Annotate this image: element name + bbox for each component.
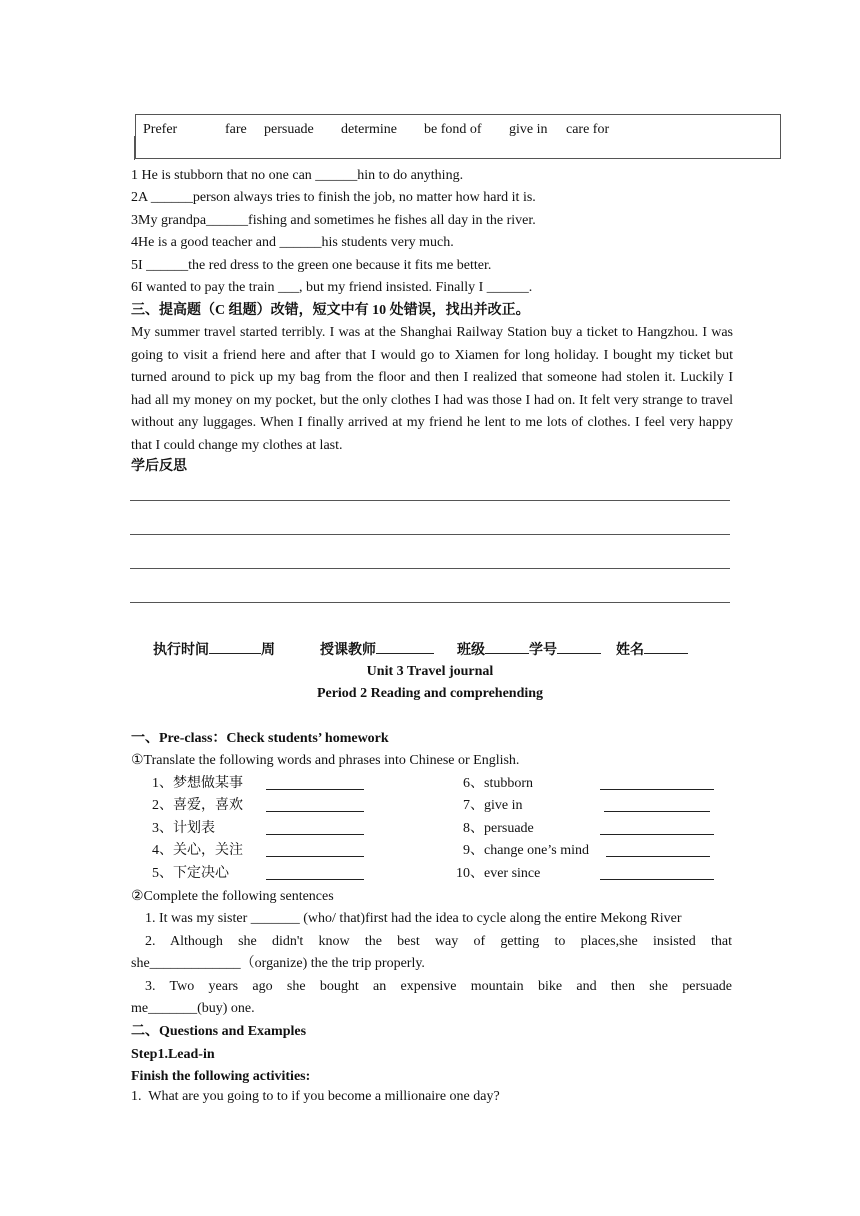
answer-blank[interactable] — [266, 865, 364, 886]
info-label: 授课教师 — [320, 643, 376, 658]
sentence-line: 3. Two years ago she bought an expensive mountain bike and then she persuade — [145, 979, 732, 994]
reflection-line — [130, 568, 730, 569]
sentence-line: 2. Although she didn't know the best way of getting to places,she insisted that — [145, 934, 732, 949]
info-bar — [320, 639, 434, 660]
info-bar — [616, 639, 688, 660]
info-bar — [153, 639, 275, 660]
translate-item: 8、persuade — [463, 821, 534, 836]
translate-item: 9、change one’s mind — [463, 843, 589, 858]
exercise-line: 5I ______the red dress to the green one because it fits me better. — [131, 258, 492, 273]
sentence-line: 1. It was my sister _______ (who/ that)first had the idea to cycle along the entire Mekong River — [145, 911, 682, 926]
word-box-item: care for — [566, 122, 610, 137]
translate-item: 10、ever since — [456, 866, 541, 881]
info-label: 周 — [261, 643, 275, 658]
info-label: 班级 — [457, 643, 485, 658]
info-label: 学号 — [529, 643, 557, 658]
info-blank — [557, 639, 601, 654]
period-title: Period 2 Reading and comprehending — [316, 686, 544, 701]
translate-item: 5、下定决心 — [152, 866, 229, 881]
answer-blank[interactable] — [600, 775, 714, 796]
section-heading: 一、Pre-class：Check students’ homework — [131, 731, 389, 746]
translate-item: 4、关心，关注 — [152, 843, 243, 858]
translate-item: 2、喜爱，喜欢 — [152, 798, 243, 813]
info-bar — [457, 639, 601, 660]
answer-blank[interactable] — [600, 820, 714, 841]
step-heading: Step1.Lead-in — [131, 1047, 215, 1062]
reflection-line — [130, 500, 730, 501]
answer-blank[interactable] — [266, 820, 364, 841]
activity-heading: Finish the following activities: — [131, 1069, 311, 1084]
question-line: 1. What are you going to to if you become a millionaire one day? — [131, 1089, 500, 1104]
answer-blank[interactable] — [266, 797, 364, 818]
info-blank — [485, 639, 529, 654]
translate-item: 7、give in — [463, 798, 523, 813]
reflection-heading: 学后反思 — [131, 459, 187, 474]
section-heading: 二、Questions and Examples — [131, 1024, 307, 1039]
word-box — [135, 114, 781, 159]
info-blank — [209, 639, 261, 654]
word-box-item: fare — [225, 122, 247, 137]
answer-blank[interactable] — [606, 842, 710, 863]
answer-blank[interactable] — [600, 865, 714, 886]
exercise-line: 1 He is stubborn that no one can ______hin to do anything. — [131, 168, 464, 183]
sentence-line: me_______(buy) one. — [131, 1001, 255, 1016]
unit-title: Unit 3 Travel journal — [366, 664, 494, 679]
translate-item: 6、stubborn — [463, 776, 533, 791]
exercise-line: 3My grandpa______fishing and sometimes he fishes all day in the river. — [131, 213, 536, 228]
info-label: 执行时间 — [153, 643, 209, 658]
correction-passage: My summer travel started terribly. I was at the Shanghai Railway Station buy a ticket to Hangzhou. I was going to visit a friend here and after that I would go to Xiamen for long holiday. I bought my ticket but turned around to pick up my bag from the floor and then I realized that someone had stolen it. Luckily I had all my money on my pocket, but the only clothes I had was those I had on. It felt very strange to travel without any luggages. When I finally arrived at my friend he lent to me lots of clothes. I feel very happy that I could change my clothes at last. — [131, 325, 733, 453]
instruction: ①Translate the following words and phrases into Chinese or English. — [131, 753, 520, 768]
word-box-item: Prefer — [143, 122, 178, 137]
answer-blank[interactable] — [604, 797, 710, 818]
sentence-line: she_____________（organize) the the trip properly. — [131, 956, 425, 971]
reflection-line — [130, 534, 730, 535]
info-label: 姓名 — [616, 643, 644, 658]
translate-item: 3、计划表 — [152, 821, 215, 836]
section-heading: 三、提高题（C 组题）改错，短文中有 10 处错误，找出并改正。 — [131, 303, 530, 318]
exercise-line: 4He is a good teacher and ______his students very much. — [131, 235, 454, 250]
word-box-item: be fond of — [424, 122, 482, 137]
word-box-item: give in — [509, 122, 548, 137]
word-box-item: persuade — [264, 122, 314, 137]
answer-blank[interactable] — [266, 775, 364, 796]
reflection-line — [130, 602, 730, 603]
translate-item: 1、梦想做某事 — [152, 776, 243, 791]
instruction: ②Complete the following sentences — [131, 889, 334, 904]
word-box-item: determine — [341, 122, 397, 137]
exercise-line: 2A ______person always tries to finish the job, no matter how hard it is. — [131, 190, 536, 205]
box-divider — [134, 136, 135, 160]
answer-blank[interactable] — [266, 842, 364, 863]
info-blank — [644, 639, 688, 654]
info-blank — [376, 639, 434, 654]
exercise-line: 6I wanted to pay the train ___, but my friend insisted. Finally I ______. — [131, 280, 533, 295]
